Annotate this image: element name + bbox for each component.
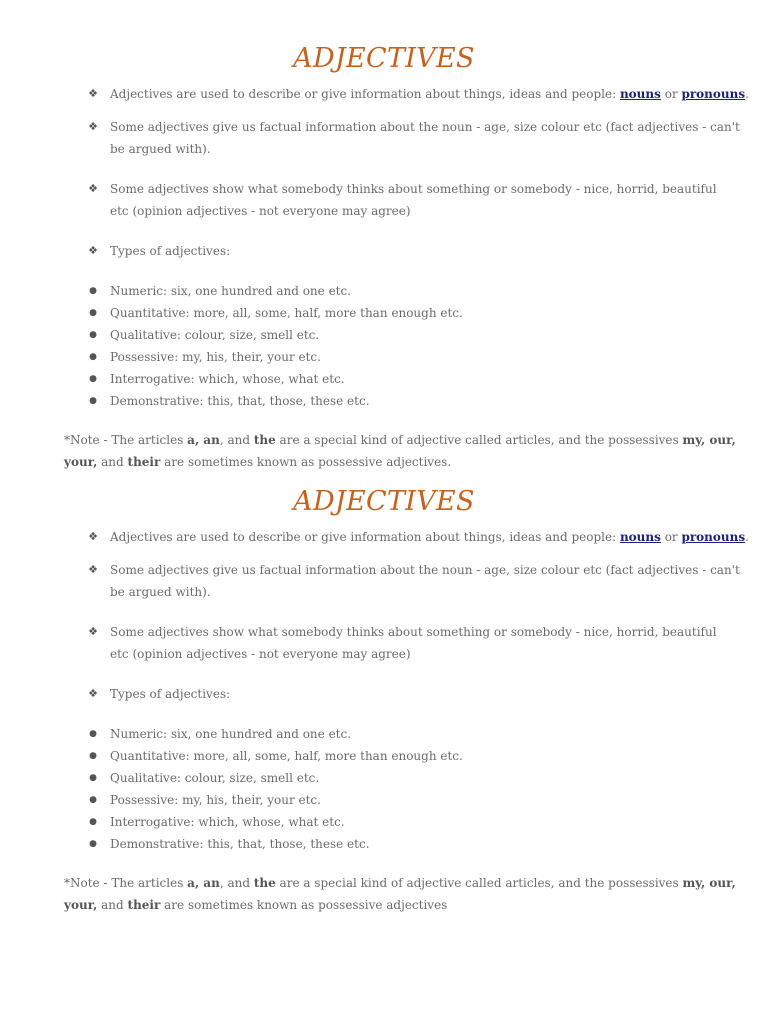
nouns-link[interactable]: nouns (619, 530, 661, 544)
diamond-bullet-icon: ❖ (88, 120, 98, 133)
pronouns-link[interactable]: pronouns (681, 530, 746, 544)
diamond-bullet-icon: ❖ (88, 625, 98, 638)
diamond-bullet-icon: ❖ (88, 87, 98, 100)
dot-bullet-icon: ● (89, 286, 97, 296)
dot-bullet-icon: ● (89, 352, 97, 362)
diamond-bullet-icon: ❖ (88, 687, 98, 700)
section-title: ADJECTIVES (293, 43, 475, 74)
section-title: ADJECTIVES (293, 486, 475, 517)
dot-bullet-icon: ● (89, 795, 97, 805)
dot-bullet-icon: ● (89, 374, 97, 384)
diamond-bullet-icon: ❖ (88, 530, 98, 543)
dot-bullet-icon: ● (89, 751, 97, 761)
diamond-bullet-icon: ❖ (88, 244, 98, 257)
diamond-bullet-icon: ❖ (88, 563, 98, 576)
adjectives-section-2: ADJECTIVES ❖ Adjectives are used to describe or give information about things, ideas and people: nouns or pronouns. ❖ Some adjectives give us factual information about the noun - age, size colour etc (fact adjectives - can't be argued with). ❖ Some adjectives show what somebody thinks about something or somebody - nice, horrid, beautiful etc (opinion adjectives - not everyone may agree) ❖ Types of adjectives: ● Numeric: six, one hundred and one etc. ● Quantitative: more, all, some, half, more than enough etc. ● Qualitative: colour, size, smell etc. ● Possessive: my, his, their, your etc. ● Interrogative: which, whose, what etc. ● Demonstrative: this, that, those, these etc. *Note - The articles a, an, and the are a special kind of adjective called articles, and the possessives my, our, your, and their are sometimes known as possessive adjectives (0, 443, 768, 923)
dot-bullet-icon: ● (89, 773, 97, 783)
dot-bullet-icon: ● (89, 817, 97, 827)
dot-bullet-icon: ● (89, 396, 97, 406)
dot-bullet-icon: ● (89, 330, 97, 340)
dot-bullet-icon: ● (89, 308, 97, 318)
adjectives-section-1: ADJECTIVES ❖ Adjectives are used to describe or give information about things, ideas and people: nouns or pronouns. ❖ Some adjectives give us factual information about the noun - age, size colour etc (fact adjectives - can't be argued with). ❖ Some adjectives show what somebody thinks about something or somebody - nice, horrid, beautiful etc (opinion adjectives - not everyone may agree) ❖ Types of adjectives: ● Numeric: six, one hundred and one etc. ● Quantitative: more, all, some, half, more than enough etc. ● Qualitative: colour, size, smell etc. ● Possessive: my, his, their, your etc. ● Interrogative: which, whose, what etc. ● Demonstrative: this, that, those, these etc. *Note - The articles a, an, and the are a special kind of adjective called articles, and the possessives my, our, your, and their are sometimes known as possessive adjectives. (0, 0, 768, 480)
dot-bullet-icon: ● (89, 839, 97, 849)
diamond-bullet-icon: ❖ (88, 182, 98, 195)
dot-bullet-icon: ● (89, 729, 97, 739)
nouns-link[interactable]: nouns (619, 87, 661, 101)
pronouns-link[interactable]: pronouns (681, 87, 746, 101)
